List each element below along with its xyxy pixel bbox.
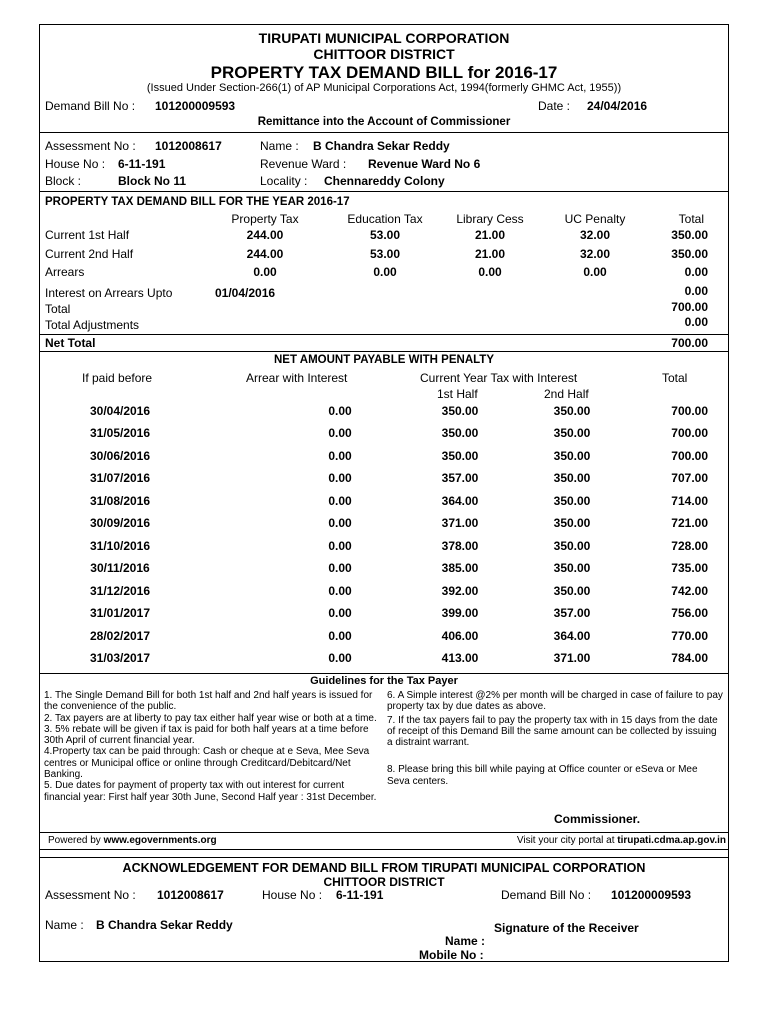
paid-before-date: 31/05/2016 [89,426,151,441]
adjustments-label: Total Adjustments [45,318,140,332]
penalty-total-value: 700.00 [671,448,708,463]
house-label: House No : [45,157,106,171]
first-half-value: 350.00 [441,426,479,441]
issued-under: (Issued Under Section-266(1) of AP Municipal Corporations Act, 1994(formerly GHMC Act, 1955)) [146,82,622,94]
locality: Chennareddy Colony [324,174,445,188]
receiver-mobile-label: Mobile No : [419,948,484,962]
uc-penalty-value: 32.00 [579,228,611,242]
portal-label: Visit your city portal at [516,835,615,846]
library-cess-value: 0.00 [478,265,502,279]
second-half-value: 350.00 [553,448,591,463]
first-half-value: 357.00 [441,471,479,486]
paid-before-date: 28/02/2017 [89,628,151,643]
guideline-item: 5. Due dates for payment of property tax with out interest for current financial year: First half year 30th June, Second Half year : 31st December. [44,780,377,803]
uc-penalty-value: 0.00 [583,265,607,279]
powered-by [48,835,217,846]
arrear-value: 0.00 [328,561,352,576]
guideline-item: 4.Property tax can be paid through: Cash or cheque at e Seva, Mee Seva centres or Municipal office or online through Creditcard/Debitcard/Net Banking. [44,746,370,781]
guidelines-right [387,690,723,787]
paid-before-date: 31/10/2016 [89,538,151,553]
divider [40,132,728,133]
penalty-total-value: 770.00 [671,628,708,643]
penalty-row [40,539,728,555]
penalty-row [40,606,728,622]
penalty-row [40,404,728,420]
penalty-total-value: 728.00 [671,538,708,553]
arrear-value: 0.00 [328,448,352,463]
penalty-total-value: 756.00 [671,606,708,621]
penalty-row [40,629,728,645]
receiver-name-label: Name : [445,934,486,948]
divider [40,191,728,192]
property-tax-value: 244.00 [246,228,284,242]
paid-before-date: 30/09/2016 [89,516,151,531]
arrear-value: 0.00 [328,628,352,643]
penalty-row [40,584,728,600]
second-half-value: 350.00 [553,493,591,508]
first-half-value: 364.00 [441,493,479,508]
second-half-value: 350.00 [553,561,591,576]
paid-before-date: 31/12/2016 [89,583,151,598]
arrear-value: 0.00 [328,538,352,553]
education-tax-value: 53.00 [369,228,401,242]
ack-house-no: 6-11-191 [336,888,384,902]
second-half-value: 350.00 [553,583,591,598]
ack-demand-no: 101200009593 [611,888,692,902]
house-no: 6-11-191 [118,157,166,171]
block-label: Block : [45,174,82,188]
second-half-value: 350.00 [553,426,591,441]
arrear-value: 0.00 [328,471,352,486]
penalty-total-value: 700.00 [671,404,708,418]
demand-title: PROPERTY TAX DEMAND BILL FOR THE YEAR 2016-17 [45,196,350,208]
uc-penalty-value: 32.00 [579,247,611,261]
col-uc-penalty: UC Penalty [564,212,626,226]
demand-bill-no: 101200009593 [155,99,236,113]
divider [40,857,728,858]
arrear-value: 0.00 [328,516,352,531]
assessment-label: Assessment No : [45,139,136,153]
property-tax-value: 0.00 [253,265,277,279]
interest-label: Interest on Arrears Upto [45,286,173,300]
first-half-value: 413.00 [441,650,479,665]
first-half-value: 350.00 [441,448,479,463]
second-half-value: 357.00 [553,606,591,621]
ward-label: Revenue Ward : [260,157,347,171]
col-arrear-interest: Arrear with Interest [246,371,348,385]
first-half-value: 406.00 [441,628,479,643]
col-library-cess: Library Cess [456,212,524,226]
arrear-value: 0.00 [328,426,352,441]
paid-before-date: 30/04/2016 [89,404,151,418]
arrear-value: 0.00 [328,583,352,598]
paid-before-date: 30/06/2016 [89,448,151,463]
first-half-value: 385.00 [441,561,479,576]
locality-label: Locality : [260,174,308,188]
powered-by-link[interactable]: www.egovernments.org [103,835,217,846]
total-label: Total [45,302,71,316]
ack-house-label: House No : [262,888,323,902]
ack-assessment-label: Assessment No : [45,888,136,902]
penalty-row [40,426,728,442]
revenue-ward: Revenue Ward No 6 [368,157,481,171]
row-label: Current 1st Half [45,228,130,242]
ack-name: B Chandra Sekar Reddy [96,918,233,932]
col-second-half: 2nd Half [544,387,589,401]
first-half-value: 371.00 [441,516,479,531]
divider [40,334,728,335]
remittance-note: Remittance into the Account of Commissioner [257,116,511,128]
adjustments-value: 0.00 [684,315,708,329]
corporation-name: TIRUPATI MUNICIPAL CORPORATION [258,30,510,46]
row-total-value: 350.00 [671,228,708,242]
assessment-no: 1012008617 [155,139,222,153]
city-portal [400,835,726,846]
receiver-signature: Signature of the Receiver [494,921,639,935]
guidelines-title: Guidelines for the Tax Payer [310,675,458,687]
paid-before-date: 30/11/2016 [90,561,150,576]
ack-demand-label: Demand Bill No : [501,888,592,902]
interest-value: 0.00 [684,284,708,298]
guideline-item: 1. The Single Demand Bill for both 1st half and 2nd half years is issued for the convenience of the public. [44,690,373,713]
guideline-item: 6. A Simple interest @2% per month will be charged in case of failure to pay property tax by due dates as above. [387,690,723,713]
col-paid-before: If paid before [82,371,153,385]
second-half-value: 371.00 [553,650,591,665]
first-half-value: 392.00 [441,583,479,598]
divider [40,832,728,833]
row-total-value: 350.00 [671,247,708,261]
commissioner-signature: Commissioner. [554,812,641,826]
penalty-total-value: 735.00 [671,561,708,576]
col-current-year: Current Year Tax with Interest [420,371,578,385]
penalty-total-value: 707.00 [671,471,708,486]
ack-name-label: Name : [45,918,84,932]
penalty-row [40,449,728,465]
guideline-item: 7. If the tax payers fail to pay the property tax with in 15 days from the date of receipt of this Demand Bill the same amount can be collected by issuing a distraint warrant. [387,714,718,749]
penalty-row [40,516,728,532]
name-label: Name : [260,139,299,153]
library-cess-value: 21.00 [474,228,506,242]
penalty-row [40,494,728,510]
date-label: Date : [538,99,571,113]
col-first-half: 1st Half [437,387,478,401]
second-half-value: 350.00 [553,538,591,553]
ack-assessment-no: 1012008617 [157,888,224,902]
row-total-value: 0.00 [684,265,708,279]
col-penalty-total: Total [662,371,688,385]
row-label: Arrears [45,265,85,279]
penalty-total-value: 700.00 [671,426,708,441]
first-half-value: 378.00 [441,538,479,553]
penalty-total-value: 784.00 [671,650,708,665]
portal-link[interactable]: tirupati.cdma.ap.gov.in [617,835,726,846]
guidelines-left [44,690,382,803]
guideline-item: 8. Please bring this bill while paying at Office counter or eSeva or Mee Seva centers. [387,764,698,787]
demand-bill-label: Demand Bill No : [45,99,136,113]
ack-district: CHITTOOR DISTRICT [323,875,445,889]
paid-before-date: 31/01/2017 [89,606,151,621]
property-tax-value: 244.00 [246,247,284,261]
powered-by-label: Powered by [48,835,101,846]
owner-name: B Chandra Sekar Reddy [313,139,450,153]
penalty-row [40,651,728,667]
net-total-value: 700.00 [671,336,708,350]
second-half-value: 350.00 [553,404,591,418]
library-cess-value: 21.00 [474,247,506,261]
total-value: 700.00 [671,300,708,314]
paid-before-date: 31/08/2016 [89,493,151,508]
guideline-item: 2. Tax payers are at liberty to pay tax either half year wise or both at a time. [44,712,377,724]
block-no: Block No 11 [118,174,187,188]
first-half-value: 399.00 [441,606,479,621]
col-total: Total [678,212,704,226]
penalty-row [40,471,728,487]
penalty-total-value: 714.00 [671,493,708,508]
second-half-value: 364.00 [553,628,591,643]
guideline-item: 3. 5% rebate will be given if tax is paid for both half years at a time before 30th April of current financial year. [44,723,369,747]
paid-before-date: 31/07/2016 [89,471,151,486]
education-tax-value: 0.00 [373,265,397,279]
education-tax-value: 53.00 [369,247,401,261]
bill-date: 24/04/2016 [587,99,648,113]
ack-title: ACKNOWLEDGEMENT FOR DEMAND BILL FROM TIRUPATI MUNICIPAL CORPORATION [122,861,646,875]
second-half-value: 350.00 [553,471,591,486]
arrear-value: 0.00 [328,493,352,508]
arrear-value: 0.00 [328,650,352,665]
penalty-total-value: 721.00 [671,516,708,531]
col-property-tax: Property Tax [231,212,299,226]
penalty-row [40,561,728,577]
first-half-value: 350.00 [441,404,479,418]
divider [40,351,728,352]
second-half-value: 350.00 [553,516,591,531]
divider [40,849,728,850]
col-education-tax: Education Tax [347,212,423,226]
divider [40,673,728,674]
bill-title: PROPERTY TAX DEMAND BILL for 2016-17 [210,63,558,82]
net-total-label: Net Total [45,336,96,350]
penalty-total-value: 742.00 [671,583,708,598]
district-name: CHITTOOR DISTRICT [313,46,455,62]
arrear-value: 0.00 [328,404,352,418]
interest-date: 01/04/2016 [215,286,276,300]
arrear-value: 0.00 [328,606,352,621]
row-label: Current 2nd Half [45,247,134,261]
penalty-title: NET AMOUNT PAYABLE WITH PENALTY [274,354,494,366]
paid-before-date: 31/03/2017 [89,650,151,665]
